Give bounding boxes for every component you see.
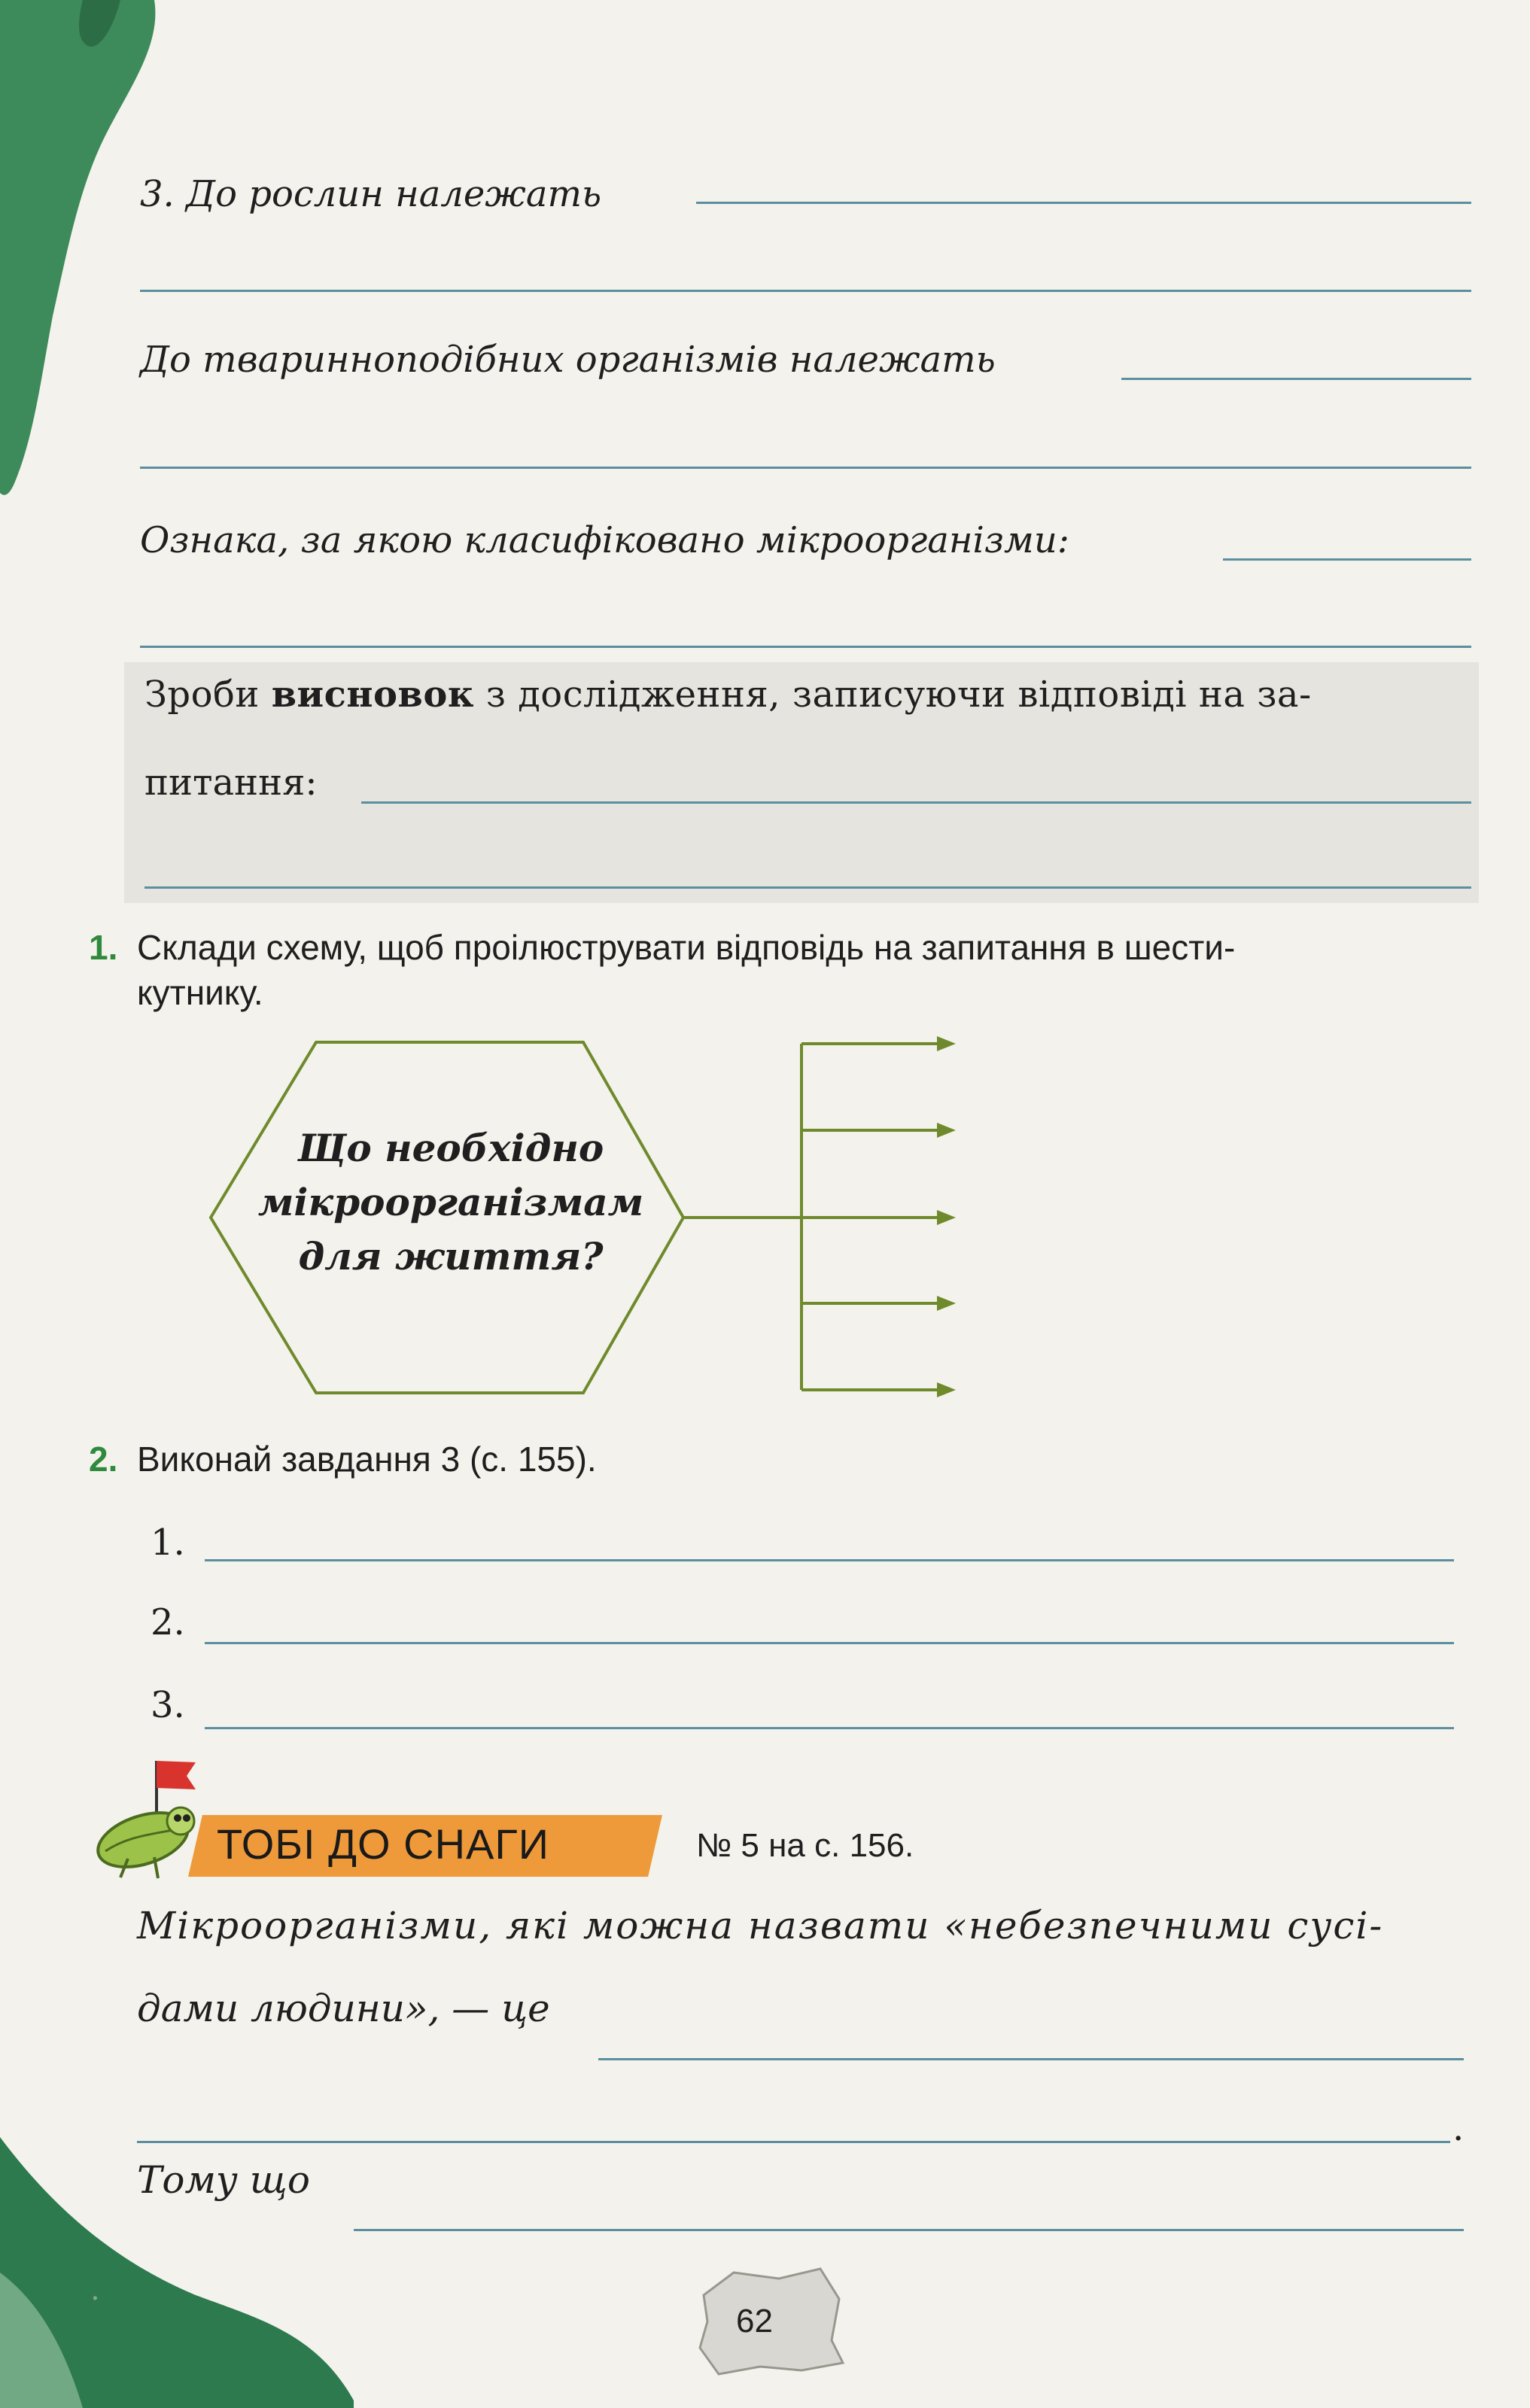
hexagon-line: для життя?: [298, 1234, 604, 1278]
answer-line[interactable]: [137, 2141, 1450, 2143]
answer-line[interactable]: [140, 646, 1471, 648]
answer-line[interactable]: [1223, 558, 1471, 561]
answer-line[interactable]: [140, 467, 1471, 469]
conclusion-text-line2: питання:: [144, 762, 318, 804]
arrowhead: [937, 1296, 956, 1311]
task2-text: Виконай завдання 3 (с. 155).: [137, 1440, 597, 1479]
bonus-line2: дами людини», — це: [137, 1987, 550, 2030]
hexagon-line: Що необхідно: [297, 1126, 604, 1170]
hexagon-question: [211, 1121, 691, 1284]
task1-text-line1: Склади схему, щоб проілюструвати відповідь на запитання в шести-: [137, 928, 1236, 967]
answer-line[interactable]: [598, 2058, 1464, 2060]
answer-line[interactable]: [140, 290, 1471, 292]
answer-line[interactable]: [1121, 378, 1471, 380]
animals-label: До тваринноподібних організмів належать: [140, 339, 996, 381]
task1-number: 1.: [89, 928, 118, 967]
task2-item-number: 2.: [151, 1601, 185, 1643]
answer-line[interactable]: [144, 886, 1471, 889]
answer-line[interactable]: [205, 1727, 1454, 1729]
task2-item-number: 1.: [151, 1522, 185, 1564]
conclusion-text-b: з дослідження, записуючи відповіді на за-: [474, 673, 1312, 716]
bleedthrough-text: .: [90, 2273, 100, 2307]
task2-number: 2.: [89, 1440, 118, 1479]
feature-label: Ознака, за якою класифіковано мікроорганізми:: [140, 519, 1069, 561]
conclusion-text-a: Зроби: [144, 673, 272, 716]
arrowhead: [937, 1382, 956, 1397]
decorative-leaf-top-left: [0, 0, 173, 542]
arrowhead: [937, 1036, 956, 1051]
hexagon-line: мікроорганізмам: [257, 1180, 644, 1224]
arrowhead: [937, 1210, 956, 1225]
bonus-banner-label: ТОБІ ДО СНАГИ: [217, 1820, 549, 1868]
conclusion-bold: висновок: [271, 673, 475, 716]
answer-line[interactable]: [361, 801, 1471, 804]
plants-label: 3. До рослин належать: [140, 173, 602, 215]
task1-text-line2: кутнику.: [137, 973, 263, 1012]
answer-line[interactable]: [205, 1642, 1454, 1644]
bonus-because: Тому що: [137, 2158, 310, 2202]
answer-line[interactable]: [205, 1559, 1454, 1561]
bonus-line1: Мікроорганізми, які можна назвати «небезпечними сусі-: [137, 1904, 1384, 1947]
page-number: 62: [736, 2303, 773, 2340]
task2-item-number: 3.: [151, 1684, 185, 1726]
bonus-line-period: .: [1452, 2107, 1465, 2149]
answer-line[interactable]: [696, 202, 1471, 204]
conclusion-text: [144, 673, 1312, 716]
arrowhead: [937, 1123, 956, 1138]
answer-line[interactable]: [354, 2229, 1464, 2231]
bonus-reference: № 5 на с. 156.: [696, 1827, 914, 1864]
decorative-leaf-bottom-left: [0, 2047, 361, 2408]
